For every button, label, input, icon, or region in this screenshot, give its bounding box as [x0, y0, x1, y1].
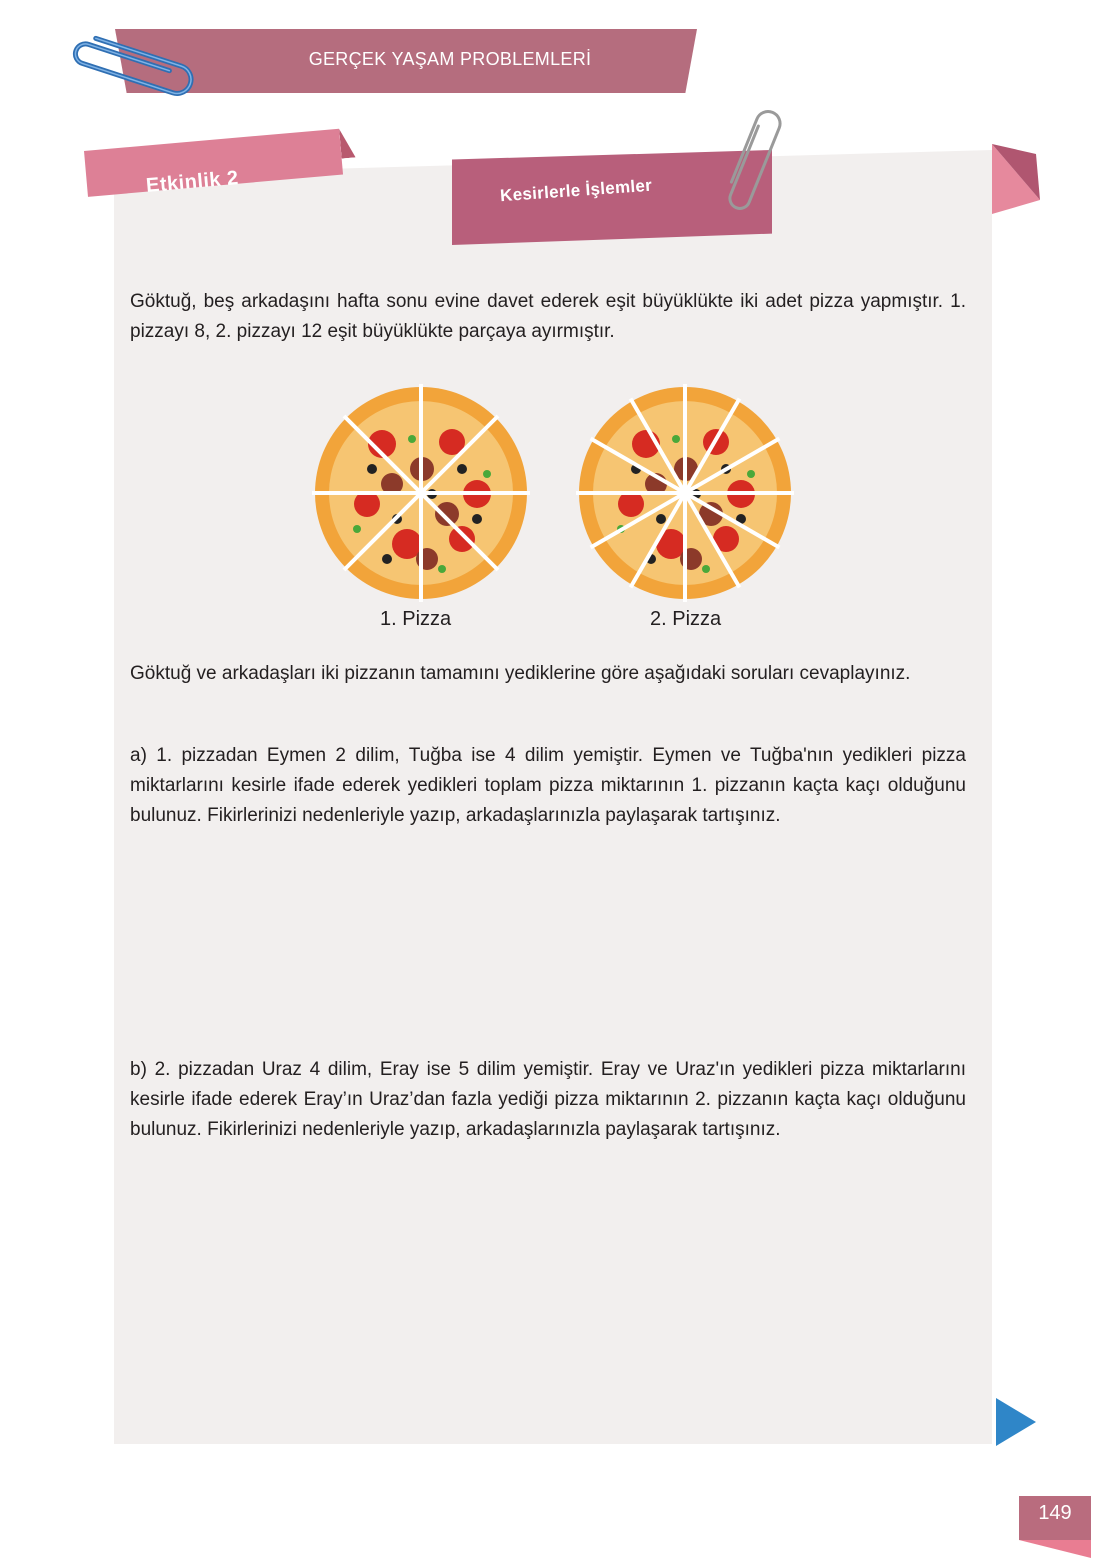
- paperclip-icon: [62, 12, 212, 102]
- paperclip-icon: [716, 108, 786, 218]
- next-arrow-icon[interactable]: [996, 1398, 1036, 1446]
- intro-paragraph: Göktuğ, beş arkadaşını hafta sonu evine davet ederek eşit büyüklükte iki adet pizza yapmıştır. 1. pizzayı 8, 2. pizzayı 12 eşit büyüklükte parçaya ayırmıştır.: [130, 291, 966, 342]
- topic-label: Kesirlerle İşlemler: [499, 175, 653, 206]
- page-number-flap: [1019, 1540, 1091, 1558]
- pizza-1-image: [312, 384, 530, 602]
- activity-label: Etkinlik 2: [145, 166, 240, 198]
- pizza-2-caption: 2. Pizza: [650, 608, 722, 630]
- pizza-2-image: [576, 384, 794, 602]
- folded-corner: [992, 144, 1040, 216]
- page-number: 149: [1038, 1502, 1072, 1524]
- pizza-1-caption: 1. Pizza: [380, 608, 452, 630]
- question-a: a) 1. pizzadan Eymen 2 dilim, Tuğba ise 4 dilim yemiştir. Eymen ve Tuğba'nın yedikleri pizza miktarlarını kesirle ifade ederek yedikleri toplam pizza miktarının 1. pizzanın kaçta kaçı olduğunu bulunuz. Fikirlerinizi nedenleriyle yazıp, arkadaşlarınızla paylaşarak tartışınız.: [130, 745, 966, 826]
- instruction-paragraph: Göktuğ ve arkadaşları iki pizzanın tamamını yediklerine göre aşağıdaki soruları cevaplayınız.: [130, 663, 911, 684]
- question-b: b) 2. pizzadan Uraz 4 dilim, Eray ise 5 dilim yemiştir. Eray ve Uraz'ın yedikleri pizza miktarlarını kesirle ifade ederek Eray’ın Uraz’dan fazla yediği pizza miktarının 2. pizzanın kaçta kaçı olduğunu bulunuz. Fikirlerinizi nedenleriyle yazıp, arkadaşlarınızla paylaşarak tartışınız.: [130, 1059, 966, 1140]
- header-title: GERÇEK YAŞAM PROBLEMLERİ: [308, 49, 592, 69]
